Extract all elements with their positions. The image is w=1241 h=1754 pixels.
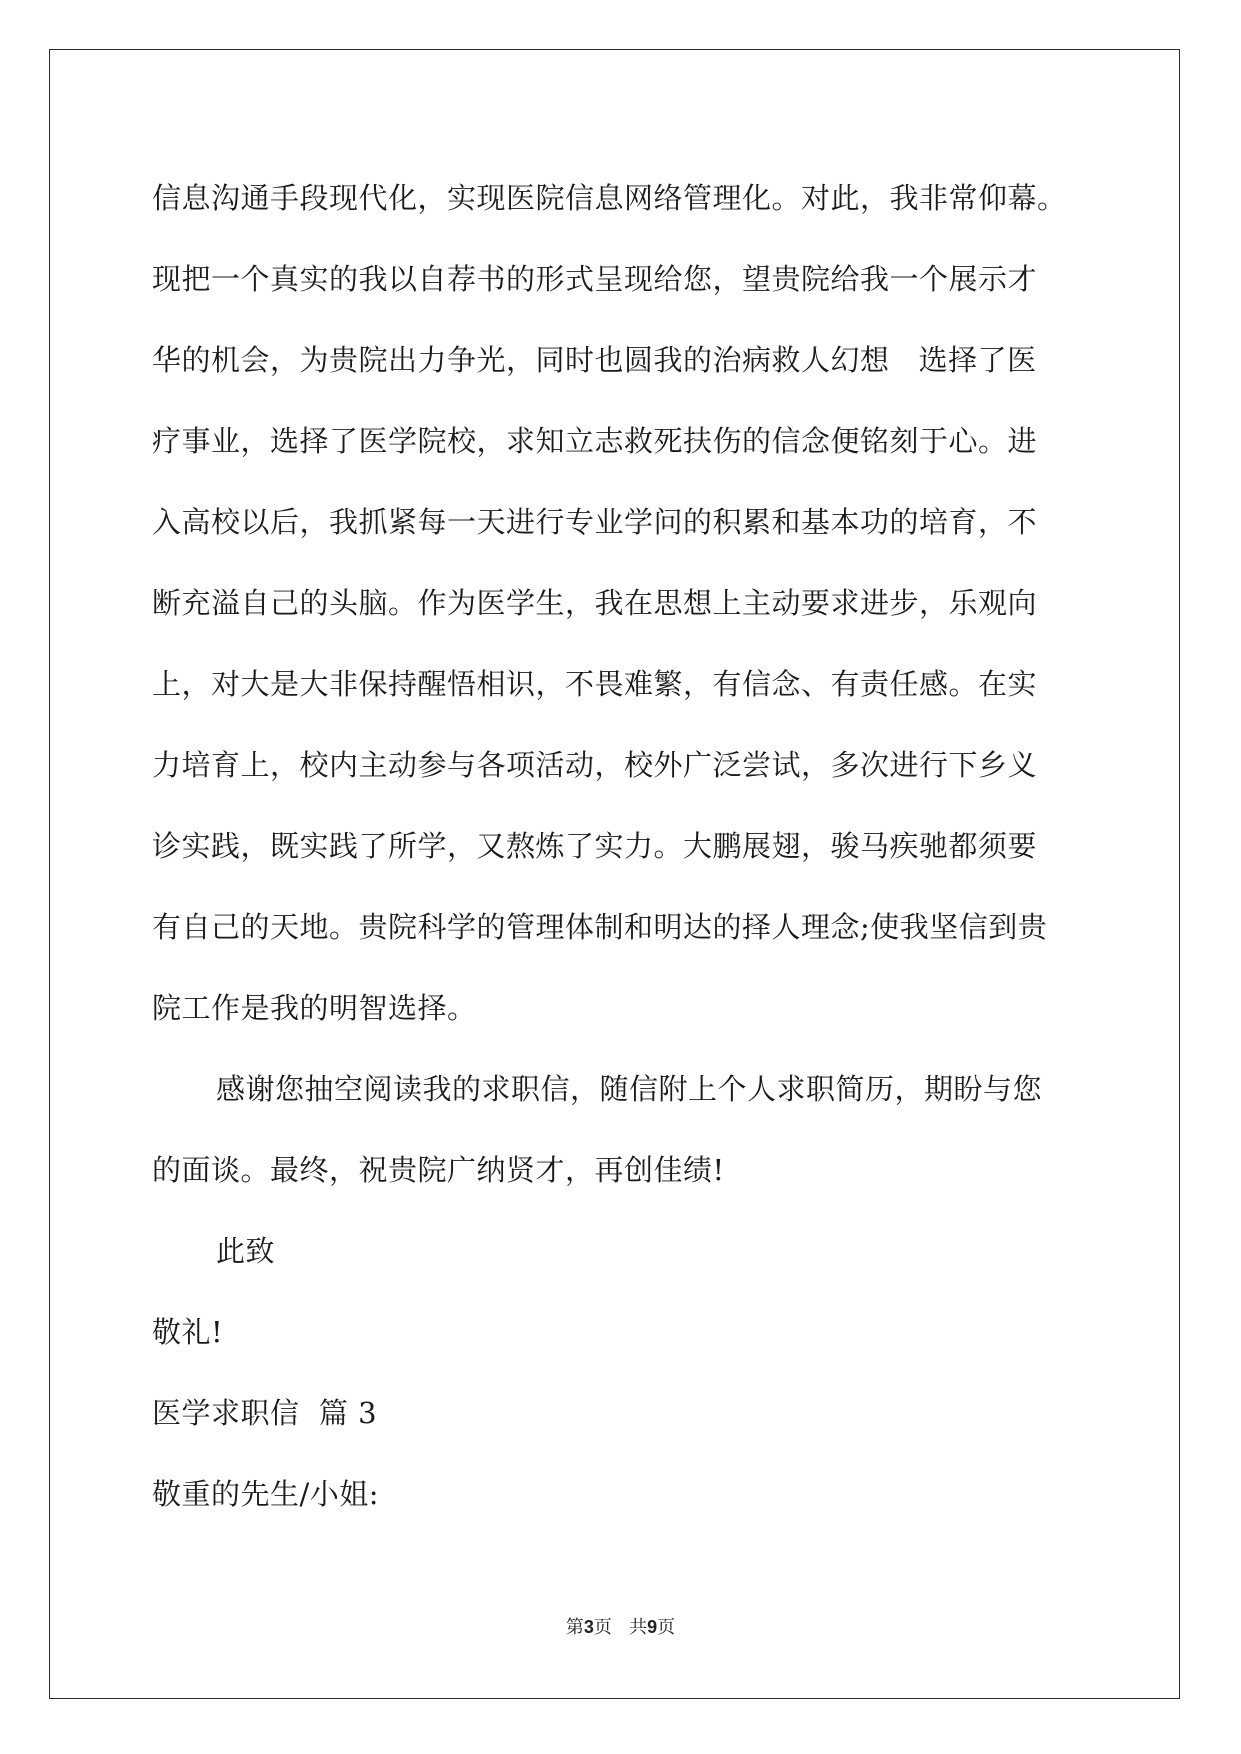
total-page-number: 9 xyxy=(647,1617,658,1637)
text-line: 力培育上，校内主动参与各项活动，校外广泛尝试，多次进行下乡义 xyxy=(152,748,1038,782)
text-line: 华的机会，为贵院出力争光，同时也圆我的治病救人幻想 选择了医 xyxy=(152,343,1037,377)
greeting: 敬重的先生/小姐: xyxy=(152,1477,380,1511)
footer-middle: 页 共 xyxy=(593,1617,648,1638)
page-footer xyxy=(0,1613,1241,1639)
letter-body xyxy=(152,158,1082,1535)
text-line: 疗事业，选择了医学院校，求知立志救死扶伤的信念便铭刻于心。进 xyxy=(152,424,1038,458)
current-page-number: 3 xyxy=(583,1617,594,1637)
closing-regards: 敬礼! xyxy=(152,1315,224,1349)
closing-salutation: 此致 xyxy=(216,1234,276,1268)
text-line: 断充溢自己的头脑。作为医学生，我在思想上主动要求进步，乐观向 xyxy=(152,586,1038,620)
text-line: 有自己的天地。贵院科学的管理体制和明达的择人理念;使我坚信到贵 xyxy=(152,910,1048,944)
text-line: 现把一个真实的我以自荐书的形式呈现给您，望贵院给我一个展示才 xyxy=(152,262,1038,296)
footer-prefix: 第 xyxy=(565,1617,584,1638)
footer-suffix: 页 xyxy=(657,1617,676,1638)
section-heading: 医学求职信 篇 3 xyxy=(152,1396,378,1430)
text-line: 的面谈。最终，祝贵院广纳贤才，再创佳绩! xyxy=(152,1153,725,1187)
text-line: 信息沟通手段现代化，实现医院信息网络管理化。对此，我非常仰幕。 xyxy=(152,181,1067,215)
text-line: 感谢您抽空阅读我的求职信，随信附上个人求职简历，期盼与您 xyxy=(216,1072,1043,1106)
text-line: 院工作是我的明智选择。 xyxy=(152,991,477,1025)
text-line: 上，对大是大非保持醒悟相识，不畏难繁，有信念、有责任感。在实 xyxy=(152,667,1038,701)
text-line: 诊实践，既实践了所学，又熬炼了实力。大鹏展翅，骏马疾驰都须要 xyxy=(152,829,1038,863)
text-line: 入高校以后，我抓紧每一天进行专业学问的积累和基本功的培育，不 xyxy=(152,505,1038,539)
